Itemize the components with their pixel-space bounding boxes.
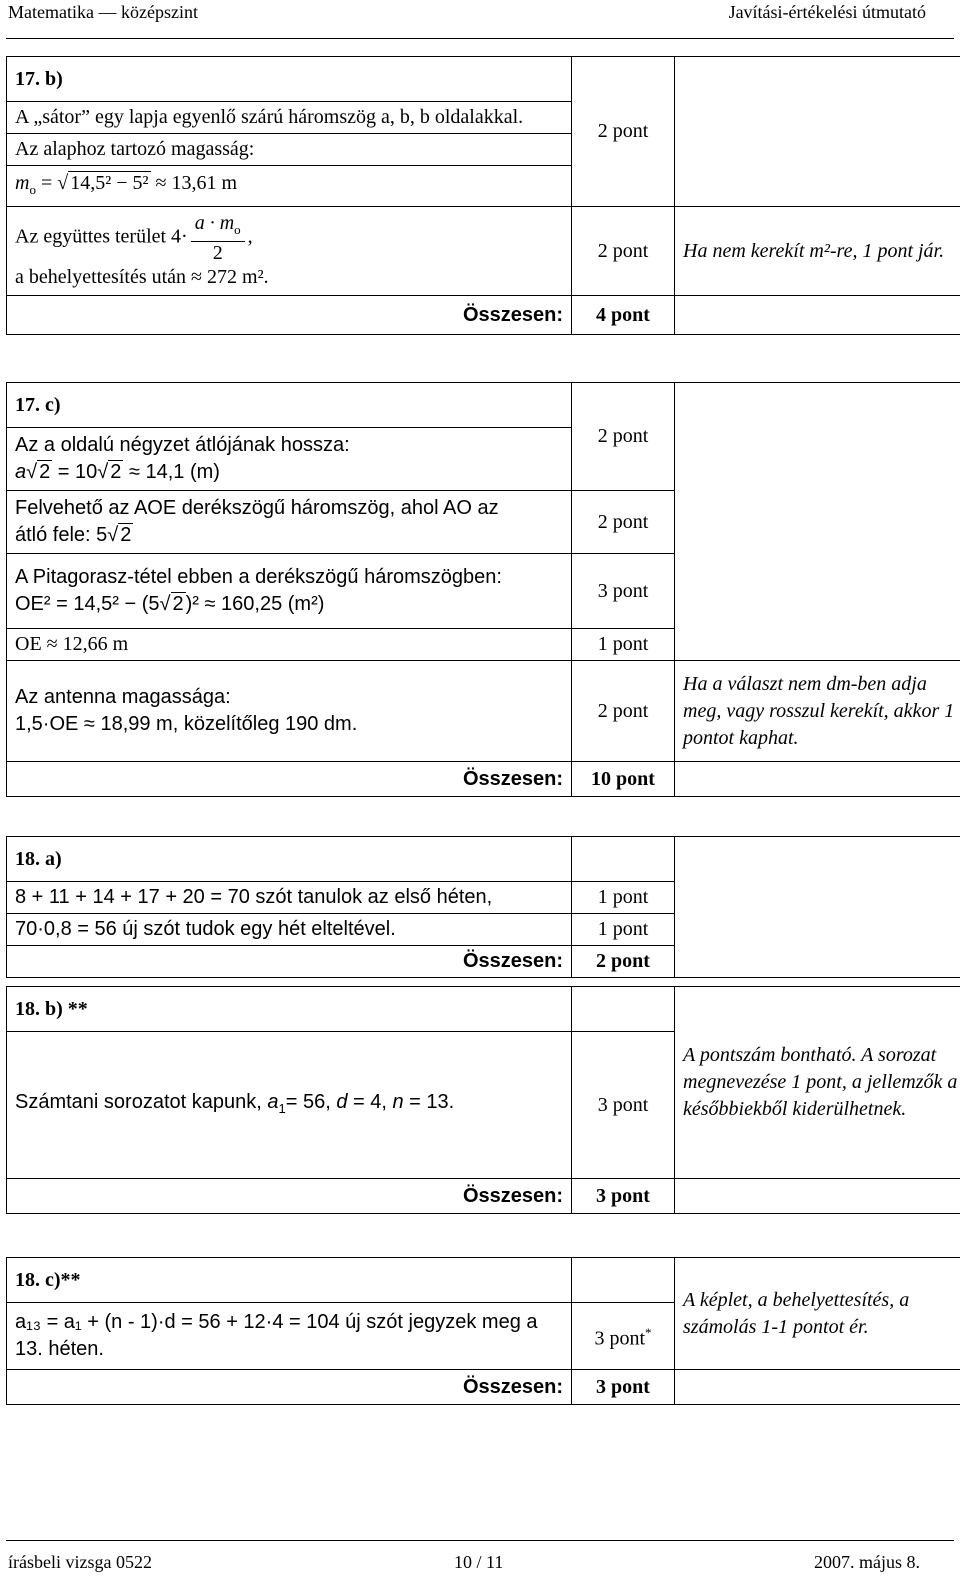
- note-cell: Ha a választ nem dm-ben adja meg, vagy rosszul kerekít, akkor 1 pontot kaphat.: [675, 661, 960, 762]
- formula-line: $m_o$ = √ 14,5² − 5² ≈ 13,61 m: [7, 166, 572, 207]
- text-line: 8 + 11 + 14 + 17 + 20 = 70 szót tanulok az első héten,: [7, 882, 572, 914]
- points-cell: [572, 1258, 675, 1303]
- header-subject: Matematika — középszint: [8, 2, 198, 22]
- note-cell: [675, 1179, 960, 1214]
- sqrt-icon: √: [159, 593, 171, 615]
- text-line: A Pitagorasz-tétel ebben a derékszögű háromszögben: OE² = 14,5² − (5√ 2 )² ≈ 160,25 (m²): [7, 554, 572, 629]
- sqrt-icon: √: [97, 461, 109, 483]
- sum-label: Összesen:: [7, 296, 572, 335]
- sum-points: 10 pont: [572, 762, 675, 797]
- text-line: a₁₃ = a₁ + (n - 1)·d = 56 + 12·4 = 104 új szót jegyzek meg a 13. héten.: [7, 1303, 572, 1370]
- points-cell: 1 pont: [572, 629, 675, 661]
- note-cell: [675, 762, 960, 797]
- solution-table-17b: [6, 56, 960, 335]
- sum-points: 3 pont: [572, 1179, 675, 1214]
- points-cell: 2 pont: [572, 491, 675, 554]
- points-cell: 1 pont: [572, 882, 675, 914]
- points-cell: 1 pont: [572, 914, 675, 946]
- formula-line: Az együttes terület 4· $\frac{a \cdot m_o}{2}$ , a behelyettesítés után ≈ 272 m².: [7, 207, 572, 296]
- section-title: 18. c)**: [7, 1258, 572, 1303]
- page-footer: [0, 1540, 960, 1583]
- header-doc-title: Javítási-értékelési útmutató: [728, 2, 926, 22]
- solution-table-18c: [6, 1257, 960, 1405]
- sum-label: Összesen:: [7, 762, 572, 797]
- note-cell: [675, 1370, 960, 1405]
- text-line: Számtani sorozatot kapunk, $a_1= 56$, d = 4, n = 13.: [7, 1032, 572, 1179]
- solution-table-18a: [6, 836, 960, 978]
- sum-label: Összesen:: [7, 1370, 572, 1405]
- sqrt-icon: √: [57, 171, 69, 194]
- sum-points: 3 pont: [572, 1370, 675, 1405]
- sum-label: Összesen:: [7, 1179, 572, 1214]
- note-cell: [675, 57, 960, 207]
- note-cell: Ha nem kerekít m²-re, 1 pont jár.: [675, 207, 960, 296]
- sqrt-icon: √: [26, 461, 38, 483]
- fraction: $\frac{a \cdot m_o}{2}$: [191, 212, 245, 264]
- note-cell: [675, 383, 960, 661]
- section-title: 18. b) **: [7, 987, 572, 1032]
- points-cell: 2 pont: [572, 661, 675, 762]
- note-cell: A képlet, a behelyettesítés, a számolás 1-1 pontot ér.: [675, 1258, 960, 1370]
- points-cell: 3 pont: [572, 554, 675, 629]
- footer-rule: [6, 1540, 954, 1541]
- footer-exam-code: írásbeli vizsga 0522: [8, 1552, 152, 1572]
- text-line: A „sátor” egy lapja egyenlő szárú háromszög a, b, b oldalakkal.: [7, 102, 572, 134]
- footer-page-number: 10 / 11: [454, 1552, 504, 1572]
- points-cell: 2 pont: [572, 383, 675, 491]
- points-cell: [572, 837, 675, 882]
- text-line: 70·0,8 = 56 új szót tudok egy hét elteltével.: [7, 914, 572, 946]
- note-cell: [675, 837, 960, 978]
- solution-table-17c: [6, 382, 960, 797]
- section-title: 17. b): [7, 57, 572, 102]
- text-line: Az a oldalú négyzet átlójának hossza: a√ 2 = 10√ 2 ≈ 14,1 (m): [7, 428, 572, 491]
- points-cell: 3 pont: [572, 1032, 675, 1179]
- sum-points: 2 pont: [572, 946, 675, 978]
- footer-date: 2007. május 8.: [814, 1552, 920, 1572]
- section-title: 17. c): [7, 383, 572, 428]
- solution-table-18b: [6, 986, 960, 1214]
- points-cell: 2 pont: [572, 57, 675, 207]
- text-line: OE ≈ 12,66 m: [7, 629, 572, 661]
- points-cell: 3 pont*: [572, 1303, 675, 1370]
- points-cell: 2 pont: [572, 207, 675, 296]
- text-line: Az alaphoz tartozó magasság:: [7, 134, 572, 166]
- sqrt-icon: √: [107, 524, 119, 546]
- page-header: [0, 0, 960, 46]
- note-cell: A pontszám bontható. A sorozat megnevezése 1 pont, a jellemzők a későbbiekből kiderülhetnek.: [675, 987, 960, 1179]
- header-rule: [6, 38, 954, 39]
- text-line: Felvehető az AOE derékszögű háromszög, ahol AO az átló fele: 5√ 2: [7, 491, 572, 554]
- note-cell: [675, 296, 960, 335]
- sum-label: Összesen:: [7, 946, 572, 978]
- sum-points: 4 pont: [572, 296, 675, 335]
- section-title: 18. a): [7, 837, 572, 882]
- text-line: Az antenna magassága: 1,5·OE ≈ 18,99 m, közelítőleg 190 dm.: [7, 661, 572, 762]
- points-cell: [572, 987, 675, 1032]
